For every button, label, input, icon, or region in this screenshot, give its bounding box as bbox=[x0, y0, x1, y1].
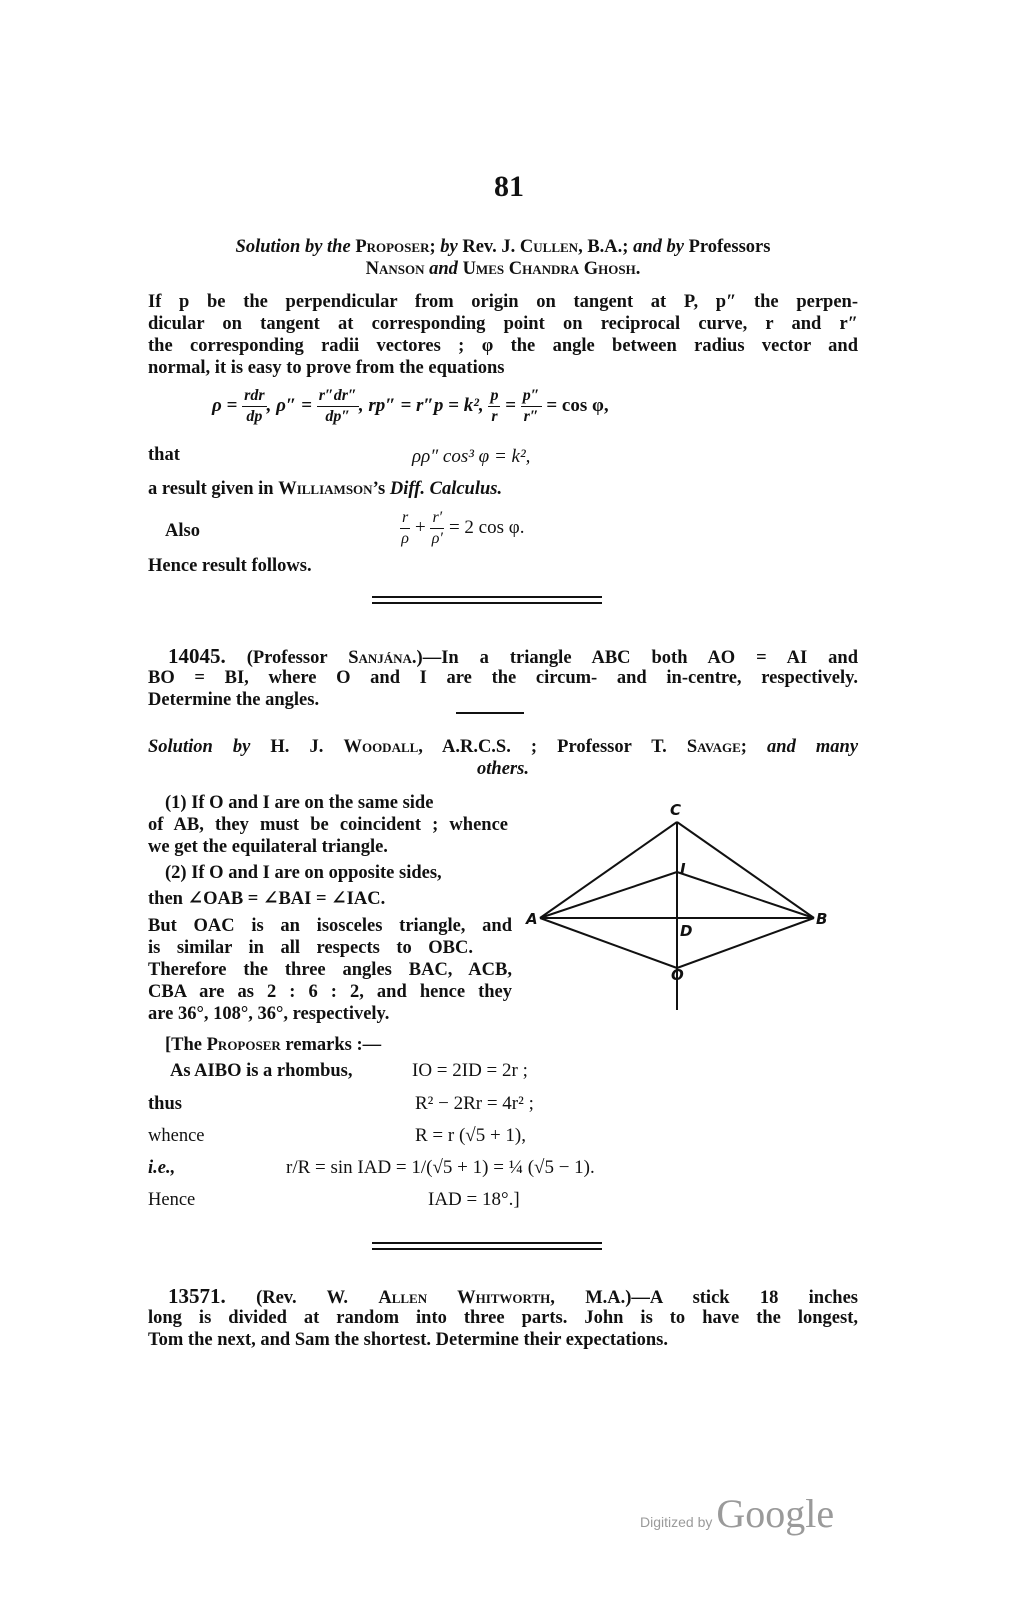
label-c: C bbox=[670, 801, 682, 819]
remark-label: As AIBO is a rhombus, bbox=[170, 1061, 353, 1081]
denominator: r″ bbox=[523, 408, 539, 425]
label-d: D bbox=[680, 922, 693, 940]
question-line: BO = BI, where O and I are the circum- and in-centre, respectively. bbox=[148, 668, 858, 688]
remark-label: thus bbox=[148, 1094, 182, 1114]
paragraph-line: dicular on tangent at corresponding point on reciprocal curve, r and r″ bbox=[148, 314, 858, 334]
remark-label: i.e., bbox=[148, 1158, 176, 1178]
solution-by: Solution by bbox=[148, 737, 251, 757]
numerator: p bbox=[488, 386, 500, 407]
digitized-watermark bbox=[640, 1490, 834, 1537]
question-14045-line1 bbox=[148, 645, 858, 669]
remark-equation: IO = 2ID = 2r ; bbox=[412, 1060, 528, 1081]
proposer-name: Proposer bbox=[206, 1035, 281, 1055]
solution-credits: , A.R.C.S. ; Professor T. bbox=[418, 737, 667, 757]
label-i: I bbox=[680, 860, 686, 878]
author-whitworth: Allen Whitworth bbox=[378, 1288, 551, 1308]
body-line: are 36°, 108°, 36°, respectively. bbox=[148, 1004, 390, 1024]
heading-punct: ; bbox=[429, 237, 436, 257]
numerator: rdr bbox=[242, 386, 266, 407]
paragraph-line: the corresponding radii vectores ; φ the angle between radius vector and bbox=[148, 336, 858, 356]
question-text: (Rev. W. bbox=[256, 1288, 349, 1308]
author-nanson: Nanson bbox=[365, 259, 425, 279]
body-line: of AB, they must be coincident ; whence bbox=[148, 815, 508, 835]
heading-by: by bbox=[440, 237, 458, 257]
denominator: r bbox=[491, 408, 498, 425]
question-number: 14045. bbox=[168, 644, 226, 668]
question-text: (Professor bbox=[246, 648, 328, 668]
eq-part: ρ = bbox=[212, 394, 238, 416]
question-text: , M.A.)—A stick 18 inches bbox=[550, 1288, 859, 1308]
edge-ib bbox=[677, 872, 814, 918]
result-line bbox=[148, 478, 858, 500]
author-savage: Savage bbox=[686, 737, 741, 757]
author-initials: H. J. bbox=[270, 737, 324, 757]
fraction bbox=[400, 508, 410, 549]
question-line: Determine the angles. bbox=[148, 690, 320, 710]
body-line: then ∠OAB = ∠BAI = ∠IAC. bbox=[148, 889, 386, 909]
result-possessive: ’s bbox=[372, 479, 386, 499]
heading-and: and bbox=[429, 259, 458, 279]
paragraph-line: If p be the perpendicular from origin on tangent at P, p″ the perpen- bbox=[148, 292, 858, 312]
numerator: r″dr″ bbox=[317, 386, 359, 407]
book-title: Diff. Calculus. bbox=[389, 479, 503, 499]
question-line: long is divided at random into three parts. John is to have the longest, bbox=[148, 1308, 858, 1328]
label-a: A bbox=[526, 910, 538, 928]
body-line: Therefore the three angles BAC, ACB, bbox=[148, 960, 512, 980]
solution-and-many: and many bbox=[767, 737, 859, 757]
body-line: is similar in all respects to OBC. bbox=[148, 938, 473, 958]
section-divider bbox=[372, 596, 602, 598]
heading-degree: , B.A.; bbox=[578, 237, 629, 257]
solution-punct: ; bbox=[740, 737, 747, 757]
fraction bbox=[430, 508, 444, 549]
solution-heading-line2 bbox=[148, 258, 858, 280]
eq-part: = cos φ, bbox=[546, 394, 609, 416]
section-divider bbox=[372, 1242, 602, 1244]
also-label: Also bbox=[165, 521, 200, 541]
page-number: 81 bbox=[494, 170, 524, 203]
fraction bbox=[317, 386, 359, 427]
heading-period: . bbox=[635, 259, 641, 279]
eq-part: = bbox=[505, 394, 517, 416]
heading-and-by: and by bbox=[633, 237, 684, 257]
label-b: B bbox=[816, 910, 828, 928]
author-woodall: Woodall bbox=[343, 737, 419, 757]
denominator: dp″ bbox=[325, 408, 351, 425]
question-13571-line1 bbox=[148, 1285, 858, 1309]
section-divider bbox=[372, 602, 602, 604]
result-text: a result given in bbox=[148, 479, 274, 499]
denominator: ρ bbox=[401, 530, 409, 547]
edge-ac bbox=[540, 822, 677, 918]
body-line: (1) If O and I are on the same side bbox=[165, 793, 434, 813]
question-number: 13571. bbox=[168, 1284, 226, 1308]
eq-part: + bbox=[414, 516, 426, 538]
edge-cb bbox=[677, 822, 814, 918]
hence-line: Hence result follows. bbox=[148, 556, 312, 576]
body-line: CBA are as 2 : 6 : 2, and hence they bbox=[148, 982, 512, 1002]
numerator: r′ bbox=[430, 508, 444, 529]
remarks-bracket: [The bbox=[165, 1035, 202, 1055]
remark-label: Hence bbox=[148, 1190, 196, 1210]
that-equation: ρρ″ cos³ φ = k², bbox=[412, 446, 531, 467]
solution-others: others. bbox=[477, 759, 529, 779]
solution-heading-text: Solution by the bbox=[235, 237, 351, 257]
remarks-text: remarks :— bbox=[285, 1035, 382, 1055]
short-divider bbox=[456, 712, 524, 714]
question-line: Tom the next, and Sam the shortest. Determine their expectations. bbox=[148, 1330, 668, 1350]
denominator: ρ′ bbox=[431, 530, 443, 547]
fraction bbox=[488, 386, 500, 427]
eq-part: , rp″ = r″p = k², bbox=[358, 394, 484, 416]
watermark-small: Digitized by bbox=[640, 1514, 713, 1530]
label-o: O bbox=[671, 966, 684, 984]
equation-row bbox=[212, 386, 812, 427]
numerator: r bbox=[400, 508, 410, 529]
paragraph-line: normal, it is easy to prove from the equations bbox=[148, 358, 505, 378]
body-line: we get the equilateral triangle. bbox=[148, 837, 388, 857]
eq-part: = 2 cos φ. bbox=[448, 516, 525, 538]
author-williamson: Williamson bbox=[278, 479, 373, 499]
remark-equation: r/R = sin IAD = 1/(√5 + 1) = ¼ (√5 − 1). bbox=[286, 1157, 595, 1178]
fraction bbox=[521, 386, 542, 427]
triangle-figure bbox=[526, 801, 830, 1020]
denominator: dp bbox=[246, 408, 263, 425]
remark-equation: IAD = 18°.] bbox=[428, 1189, 520, 1210]
section-divider bbox=[372, 1248, 602, 1250]
heading-title: Rev. J. bbox=[462, 237, 516, 257]
question-text: .)—In a triangle ABC both AO = AI and bbox=[411, 648, 858, 668]
remarks-heading bbox=[165, 1034, 565, 1056]
that-label: that bbox=[148, 445, 180, 465]
fraction bbox=[242, 386, 266, 427]
edge-ob bbox=[677, 918, 814, 968]
solution-heading-14045 bbox=[148, 736, 858, 758]
proposer-name: Proposer bbox=[355, 237, 430, 257]
eq-part: , ρ″ = bbox=[266, 394, 312, 416]
also-equation bbox=[400, 508, 640, 549]
remark-equation: R = r (√5 + 1), bbox=[415, 1125, 527, 1146]
author-sanjana: Sanjána bbox=[348, 648, 412, 668]
solution-heading bbox=[148, 236, 858, 258]
watermark-logo: Google bbox=[716, 1491, 835, 1536]
remark-equation: R² − 2Rr = 4r² ; bbox=[415, 1093, 534, 1114]
numerator: p″ bbox=[521, 386, 542, 407]
author-ghosh: Umes Chandra Ghosh bbox=[462, 259, 636, 279]
edge-ai bbox=[540, 872, 677, 918]
heading-professors: Professors bbox=[688, 237, 771, 257]
body-line: But OAC is an isosceles triangle, and bbox=[148, 916, 512, 936]
remark-label: whence bbox=[148, 1126, 205, 1146]
body-line: (2) If O and I are on opposite sides, bbox=[165, 863, 442, 883]
edge-ao bbox=[540, 918, 677, 968]
author-cullen: Cullen bbox=[519, 237, 579, 257]
